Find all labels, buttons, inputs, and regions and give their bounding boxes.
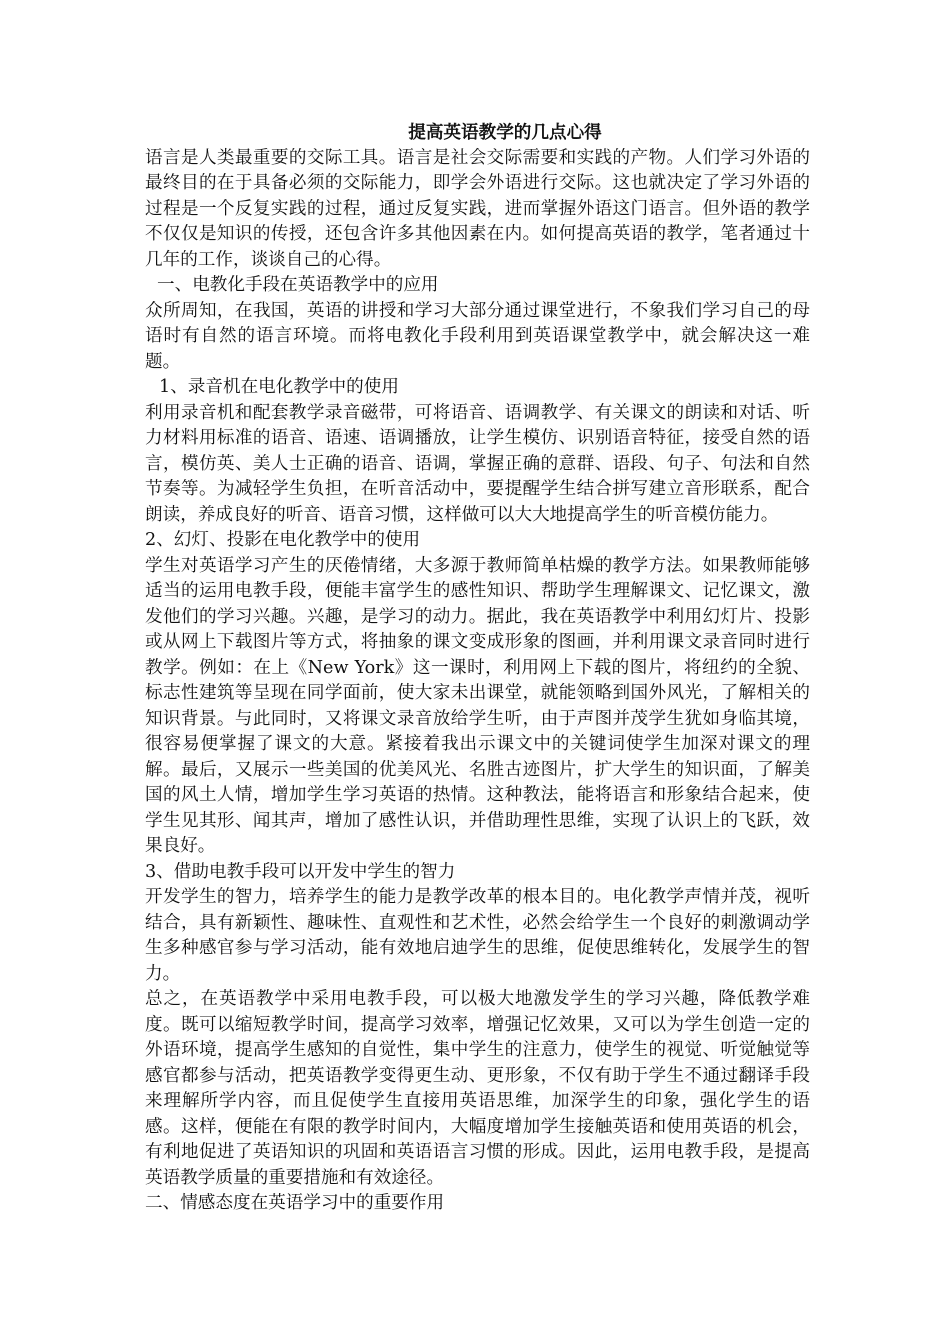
subsection-1-paragraph: 利用录音机和配套教学录音磁带，可将语音、语调教学、有关课文的朗读和对话、听力材料用标准的语音、语速、语调播放，让学生模仿、识别语音特征，接受自然的语言，模仿英、美人士正确的语音、语调，掌握正确的意群、语段、句子、句法和自然节奏等。为减轻学生负担，在听音活动中，要提醒学生结合拼写建立音形联系，配合朗读，养成良好的听音、语音习惯，这样做可以大大地提高学生的听音模仿能力。: [145, 402, 810, 525]
subsection-heading-3: 3、借助电教手段可以开发中学生的智力: [145, 861, 456, 882]
summary-paragraph: 总之，在英语教学中采用电教手段，可以极大地激发学生的学习兴趣，降低教学难度。既可以缩短教学时间，提高学习效率，增强记忆效果，又可以为学生创造一定的外语环境，提高学生感知的自觉性，集中学生的注意力，使学生的视觉、听觉触觉等感官都参与活动，把英语教学变得更生动、更形象，不仅有助于学生不通过翻译手段来理解所学内容，而且促使学生直接用英语思维，加深学生的印象，强化学生的语感。这样，便能在有限的教学时间内，大幅度增加学生接触英语和使用英语的机会，有利地促进了英语知识的巩固和英语语言习惯的形成。因此，运用电教手段，是提高英语教学质量的重要措施和有效途径。: [145, 989, 810, 1188]
document-title: 提高英语教学的几点心得: [408, 122, 602, 143]
intro-paragraph: 语言是人类最重要的交际工具。语言是社会交际需要和实践的产物。人们学习外语的最终目的在于具备必须的交际能力，即学会外语进行交际。这也就决定了学习外语的过程是一个反复实践的过程，通过反复实践，进而掌握外语这门语言。但外语的教学不仅仅是知识的传授，还包含许多其他因素在内。如何提高英语的教学，笔者通过十几年的工作，谈谈自己的心得。: [145, 147, 810, 270]
subsection-heading-2: 2、幻灯、投影在电化教学中的使用: [145, 530, 421, 550]
subsection-heading-1: 1、录音机在电化教学中的使用: [159, 377, 399, 397]
subsection-2-paragraph: 学生对英语学习产生的厌倦情绪，大多源于教师简单枯燥的教学方法。如果教师能够适当的运用电教手段，便能丰富学生的感性知识、帮助学生理解课文、记忆课文，激发他们的学习兴趣。兴趣，是学习的动力。据此，我在英语教学中利用幻灯片、投影或从网上下载图片等方式，将抽象的课文变成形象的图画，并利用课文录音同时进行教学。例如：在上《New York》这一课时，利用网上下载的图片，将纽约的全貌、标志性建筑等呈现在同学面前，使大家未出课堂，就能领略到国外风光，了解相关的知识背景。与此同时，又将课文录音放给学生听，由于声图并茂学生犹如身临其境，很容易便掌握了课文的大意。紧接着我出示课文中的关键词使学生加深对课文的理解。最后，又展示一些美国的优美风光、名胜古迹图片，扩大学生的知识面，了解美国的风土人情，增加学生学习英语的热情。这种教法，能将语言和形象结合起来，使学生见其形、闻其声，增加了感性认识，并借助理性思维，实现了认识上的飞跃，效果良好。: [145, 555, 810, 856]
section-1-paragraph: 众所周知，在我国，英语的讲授和学习大部分通过课堂进行，不象我们学习自己的母语时有自然的语言环境。而将电教化手段利用到英语课堂教学中，就会解决这一难题。: [145, 300, 810, 372]
section-heading-2: 二、情感态度在英语学习中的重要作用: [145, 1193, 445, 1213]
subsection-3-paragraph: 开发学生的智力，培养学生的能力是教学改革的根本目的。电化教学声情并茂，视听结合，具有新颖性、趣味性、直观性和艺术性，必然会给学生一个良好的刺激调动学生多种感官参与学习活动，能有效地启迪学生的思维，促使思维转化，发展学生的智力。: [145, 887, 810, 984]
section-heading-1: 一、电教化手段在英语教学中的应用: [157, 275, 439, 295]
document-body: [145, 120, 810, 1217]
